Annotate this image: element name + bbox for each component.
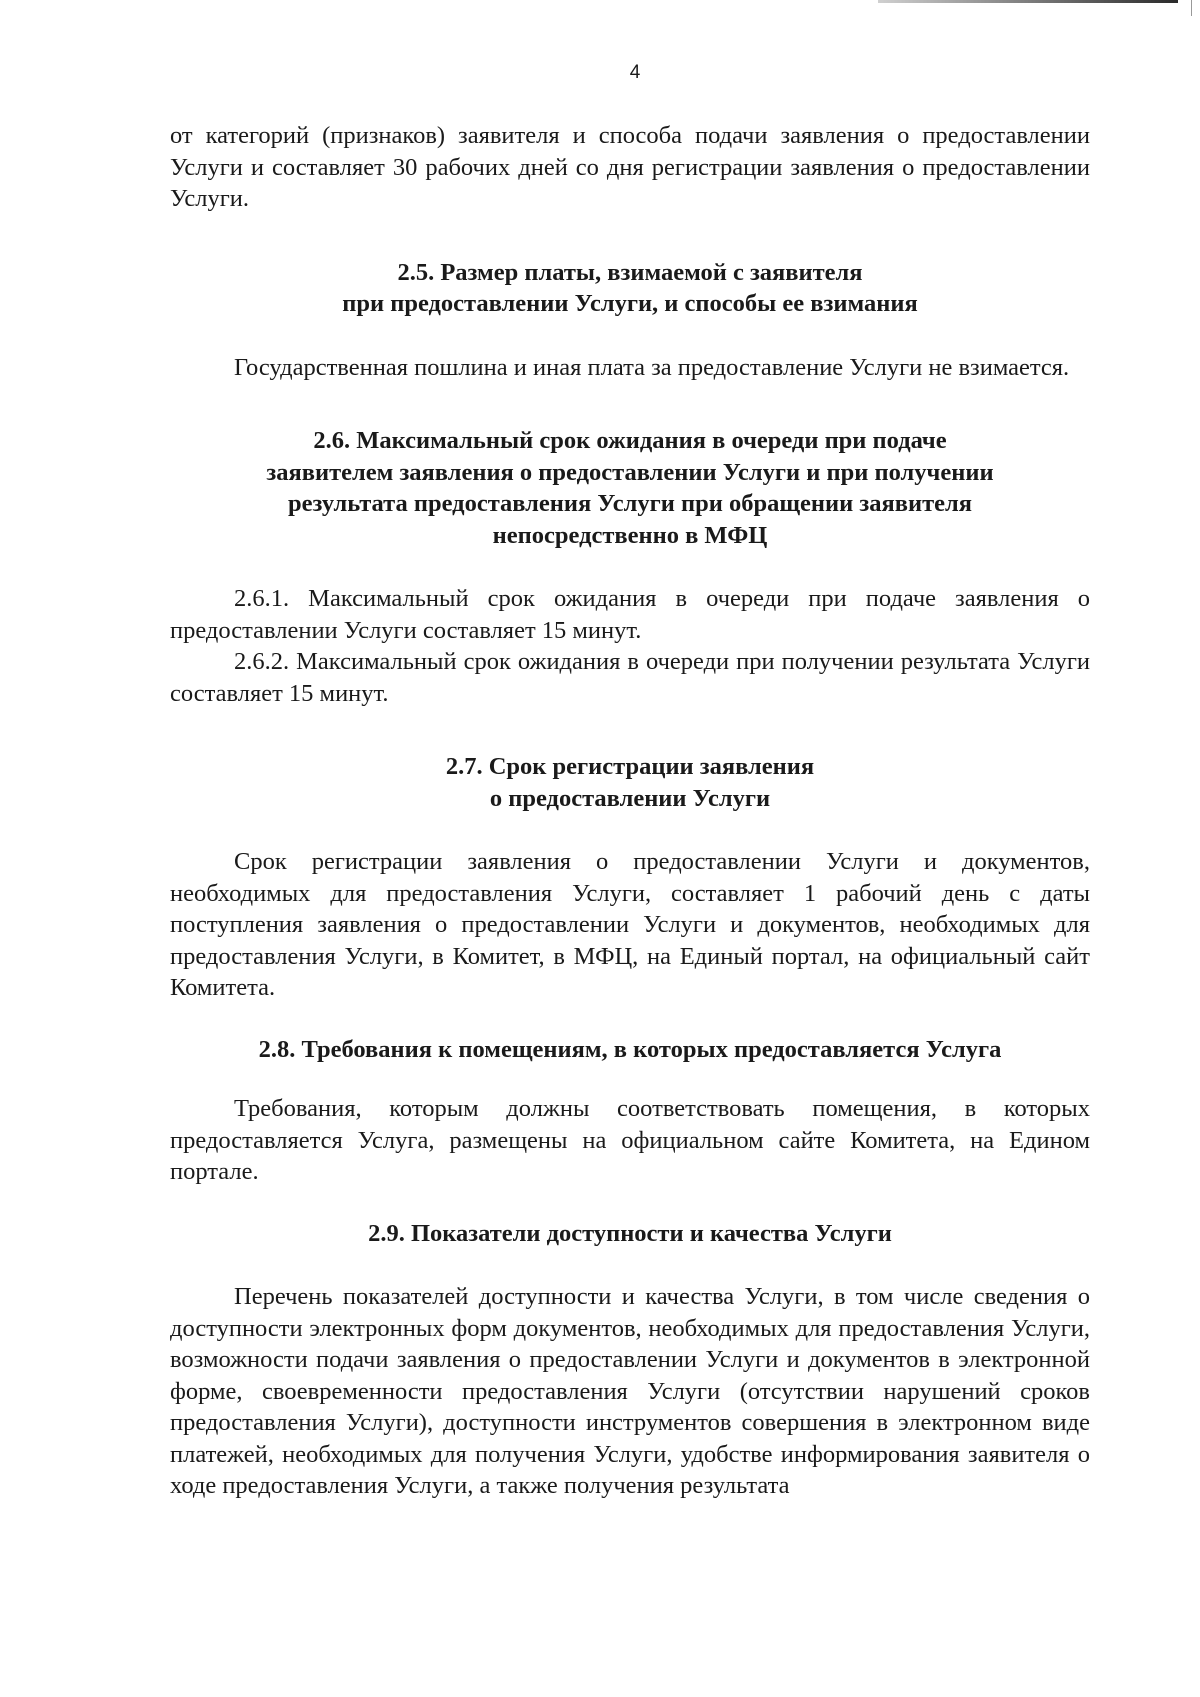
section-heading-2-7 (170, 751, 1090, 814)
heading-line: заявителем заявления о предоставлении Услуги и при получении (266, 458, 994, 486)
section-2-5-text: Государственная пошлина и иная плата за предоставление Услуги не взимается. (234, 353, 1070, 381)
heading-line: 2.5. Размер платы, взимаемой с заявителя (397, 258, 863, 286)
page-number: 4 (629, 62, 641, 83)
heading-line: непосредственно в МФЦ (492, 521, 768, 549)
heading-line: 2.7. Срок регистрации заявления (445, 753, 815, 780)
section-heading-2-6 (170, 425, 1090, 551)
scan-edge-mark-vertical (1191, 0, 1192, 16)
heading-line: результата предоставления Услуги при обращении заявителя (287, 490, 972, 517)
document-body (170, 120, 1090, 1502)
heading-line: о предоставлении Услуги (489, 784, 771, 812)
section-2-8-text: Требования, которым должны соответствовать помещения, в которых предоставляется Услуга, размещены на официальном сайте Комитета, на Едином портале. (170, 1095, 1090, 1185)
section-heading-2-5 (170, 257, 1090, 320)
section-heading-2-8: 2.8. Требования к помещениям, в которых предоставляется Услуга (258, 1035, 1002, 1063)
section-2-6-1-text: 2.6.1. Максимальный срок ожидания в очереди при подаче заявления о предоставлении Услуги составляет 15 минут. (170, 585, 1090, 644)
section-heading-2-9: 2.9. Показатели доступности и качества Услуги (368, 1219, 892, 1247)
section-2-6-2-text: 2.6.2. Максимальный срок ожидания в очереди при получении результата Услуги составляет 15 минут. (170, 648, 1090, 707)
heading-line: 2.6. Максимальный срок ожидания в очереди при подаче (313, 427, 947, 454)
scan-edge-mark (878, 0, 1178, 3)
section-2-9-text: Перечень показателей доступности и качества Услуги, в том числе сведения о доступности электронных форм документов, необходимых для предоставления Услуги, возможности подачи заявления о предоставлении Услуги и документов в электронной форме, своевременности предоставления Услуги (отсутствии нарушений сроков предоставления Услуги), доступности инструментов совершения в электронном виде платежей, необходимых для получения Услуги, удобстве информирования заявителя о ходе предоставления Услуги, а также получения результата (170, 1283, 1090, 1499)
section-2-7-text: Срок регистрации заявления о предоставлении Услуги и документов, необходимых для предоставления Услуги, составляет 1 рабочий день с даты поступления заявления о предоставлении Услуги и документов, необходимых для предоставления Услуги, в Комитет, в МФЦ, на Единый портал, на официальный сайт Комитета. (170, 848, 1090, 1001)
heading-line: при предоставлении Услуги, и способы ее взимания (342, 290, 918, 317)
continuation-paragraph: от категорий (признаков) заявителя и способа подачи заявления о предоставлении Услуги и составляет 30 рабочих дней со дня регистрации заявления о предоставлении Услуги. (170, 122, 1090, 212)
